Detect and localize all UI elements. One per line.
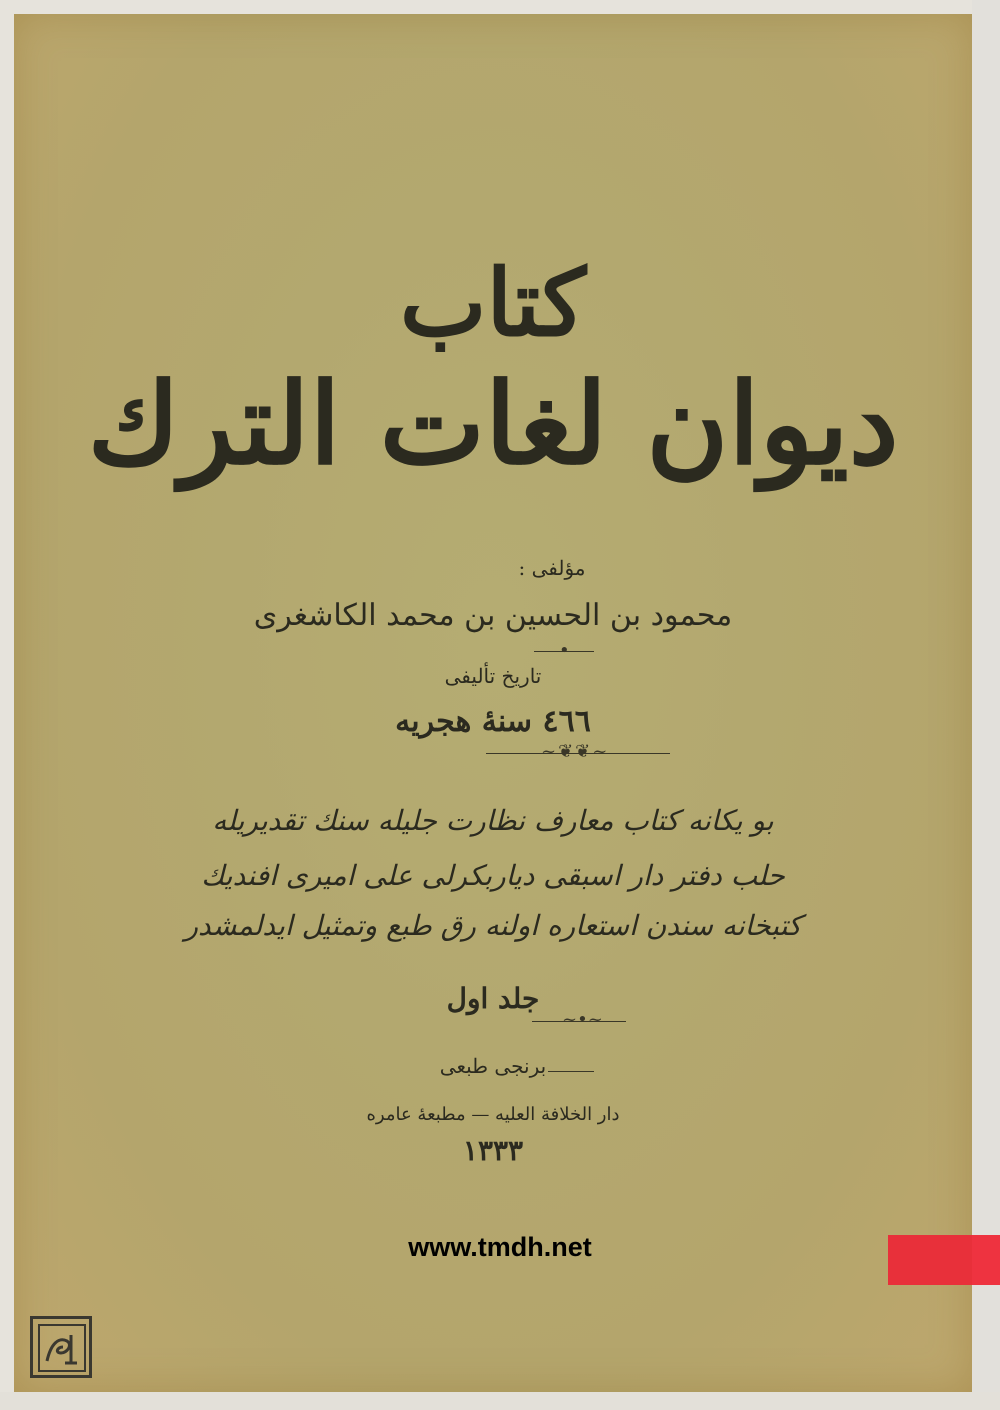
date-label: تاريخ تأليفى xyxy=(444,664,542,688)
library-stamp-icon xyxy=(30,1316,92,1378)
date-value: ٤٦٦ سنهٔ هجريه xyxy=(395,704,591,739)
edition-label: برنجى طبعى xyxy=(439,1054,547,1078)
scan-border-right xyxy=(972,0,1000,1410)
press-line: دار الخلافة العليه — مطبعهٔ عامره xyxy=(366,1104,620,1125)
author-label: مؤلفى : xyxy=(518,556,586,580)
watermark-url: www.tmdh.net xyxy=(408,1232,592,1262)
title-line-1: كتاب xyxy=(399,249,587,357)
note-line-1: بو يكانه كتاب معارف نظارت جليله سنك تقديريله xyxy=(212,804,774,837)
note-line-2: حلب دفتر دار اسبقى دياربكرلى على اميرى افنديك xyxy=(201,859,785,892)
note-line-3: كتبخانه سندن استعاره اولنه رق طبع وتمثيل ايدلمشدر xyxy=(184,909,802,942)
red-tab-marker-edge xyxy=(972,1235,1000,1285)
author-name: محمود بن الحسين بن محمد الكاشغرى xyxy=(253,598,733,633)
red-tab-marker xyxy=(888,1235,972,1285)
title-line-2: ديوان لغات الترك xyxy=(87,359,899,490)
scan-border-left xyxy=(0,0,14,1410)
divider-4 xyxy=(548,1071,594,1072)
ornament-2: ~❦❦~ xyxy=(541,741,610,762)
ornament-3: ~•~ xyxy=(562,1009,603,1030)
book-cover xyxy=(14,14,972,1392)
scan-border-top xyxy=(0,0,1000,14)
scan-border-bottom xyxy=(0,1392,1000,1410)
ornament-1: • xyxy=(559,640,570,661)
volume-label: جلد اول xyxy=(446,982,540,1015)
publication-year: ١٣٣٣ xyxy=(462,1134,524,1167)
